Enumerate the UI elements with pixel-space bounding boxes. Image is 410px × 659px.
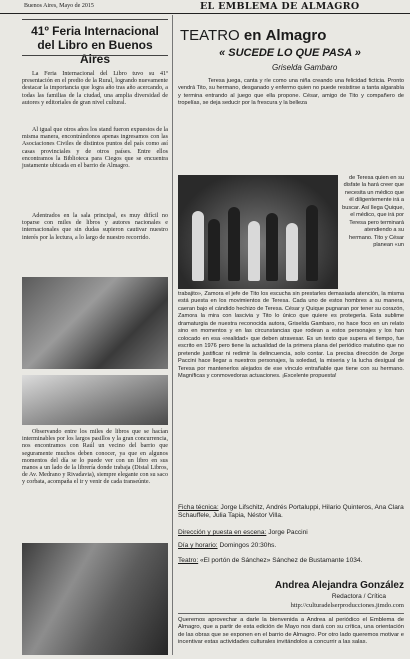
horario-label: Día y horario: — [178, 542, 218, 549]
cast-member — [192, 211, 204, 281]
bookshelf-photo — [22, 543, 168, 655]
title-rule-top — [22, 19, 168, 20]
cast-member — [266, 213, 278, 281]
ficha-text: Jorge Lifschitz, Andrés Portaluppi, Hilario Quinteros, Ana Clara Schauffele, Julia Tapia, Néstor Villa. — [178, 504, 404, 519]
author-signature: Andrea Alejandra González — [274, 580, 404, 591]
cast-member — [286, 223, 298, 281]
credits-direccion — [178, 529, 404, 537]
title-rule-bottom — [22, 55, 168, 56]
fair-hall-photo — [22, 277, 168, 369]
horario-text: Domingos 20:30hs. — [219, 542, 277, 549]
issue-date: Buenos Aires, Mayo de 2015 — [24, 3, 94, 9]
fair-crowd-photo — [22, 375, 168, 425]
direccion-text: Jorge Paccini — [268, 529, 308, 536]
cast-member — [248, 221, 260, 281]
book-fair-article — [22, 15, 168, 655]
credits-ficha — [178, 504, 404, 520]
article-paragraph: La Feria Internacional del Libro tuvo su 41º presentación en el predio de la Rural, logrando nuevamente destacar la importancia que logra año tras año acercando, a todas las familias de la ciudad, una amplia diversidad de autores y editoriales de gran nivel cultural. — [22, 71, 168, 106]
article-title: 41º Feria Internacional del Libro en Buenos Aires — [31, 24, 159, 66]
editor-note: Queremos aprovechar a darle la bienvenida a Andrea al periódico el Emblema de Almagro, que a partir de esta edición de Mayo nos dará con su crítica, una orientación de las obras que se exponen en el barrio de Almagro. Por otro lado queremos motivar e incentivar estas actividades culturales invitándolos a concurrir a las salas. — [178, 613, 404, 659]
review-intro: Teresa juega, canta y ríe como una niña creando una felicidad ficticia. Pronto vendrá Tito, su hermano, desganado y enfermo quien no puede resistirse a tanta algarabía y termina entrando al juego que ella propone. César, amigo de Tito y compañero de tropelías, se deja seducir por la frescura y la belleza — [178, 78, 404, 107]
credits-teatro — [178, 557, 404, 565]
cast-member — [208, 219, 220, 281]
play-title: « SUCEDE LO QUE PASA » — [219, 47, 361, 59]
column-divider — [172, 15, 173, 655]
cast-member — [228, 207, 240, 281]
photo-caption: Observando entre los miles de libros que se hacían interminables por los largos pasillos y la gran concurrencia, nos encontramos con Raúl un vecino del barrio que seguramente muchos deben conocer, ya que en algunos momentos del día se lo puede ver con un libro en sus manos a un lado de la librería donde trabaja (Distal Libros, de Av. Medrano y Rivadavia), siempre elegante con su saco y corbata, acompaña el ir y venir de cada transeúnte. — [22, 429, 168, 486]
ficha-label: Ficha técnica: — [178, 504, 219, 511]
newspaper-name: EL EMBLEMA DE ALMAGRO — [200, 1, 360, 12]
cast-member — [306, 205, 318, 281]
teatro-text: «El portón de Sánchez» Sánchez de Bustamante 1034. — [200, 557, 363, 564]
title-en: en — [243, 27, 262, 44]
page-header — [0, 0, 410, 14]
title-place: Almagro — [265, 27, 327, 44]
review-body: trabajito», Zamora el jefe de Tito los escucha sin prestarles demasiada atención, la misma está puesta en los movimientos de Teresa. Cada uno de estos hombres a su manera, caeran bajo el cándido hechizo de Teresa. César y Quique pugnaran por tener su corazón, Zamora la mira con lascivia y Tito lo único que quiere es protegerla. Esta sublime dramaturgia de nuestra reconocida autora, Griselda Gambaro, no hace foco en un relato sino en momentos y en las circunstancias que rodean a estos personajes y los han colocado en esa «realidad» que deben atravesar. Es un texto que supera el tiempo, fue escrito en 1976 pero tiene la actualidad de la primera plana del periódico matutino que no pretende justificar ni redimir la delincuencia, solo contar. La precisa dirección de Jorge Paccini hace llegar a nuestros personajes, la soledad, la miseria y la lucha desigual de Teresa por mantenerlos alejados de ese vínculo entrañable que tiene con su hermano. Magníficas y conmovedoras actuaciones. ¡Excelente propuesta! — [178, 291, 404, 379]
author-url: http://culturadelserproducciones.jimdo.com — [290, 602, 404, 609]
title-teatro: TEATRO — [180, 27, 240, 44]
author-role: Redactora / Crítica — [331, 593, 386, 600]
theatre-review — [176, 15, 406, 655]
teatro-label: Teatro: — [178, 557, 199, 564]
review-side-text: de Teresa quien en su disfate la hará creer que necesita un médico que él diligentemente irá a buscar. Así llega Quique, el médico, que irá por Teresa pero terminará atendiendo a su hermano. Tito y César planean «un — [342, 175, 404, 249]
article-paragraph: Adentrados en la sala principal, es muy difícil no toparse con miles de libros y autores nacionales e internacionales que sin dudas supieron cautivar nuestro interés por la lectura, a lo largo de nuestro recorrido. — [22, 213, 168, 241]
credits-horario — [178, 542, 404, 550]
cast-photo — [178, 175, 338, 289]
direccion-label: Dirección y puesta en escena: — [178, 529, 267, 536]
playwright-name: Griselda Gambaro — [272, 63, 338, 72]
section-title — [180, 27, 326, 44]
article-paragraph: Al igual que otros años los stand fueron expuestos de la misma manera, encontrándonos apenas ingresamos con las Asociaciones Civiles de distintos puntos del país como así casas provinciales y de otros países. Entre ellos encontramos la Biblioteca para Ciegos que se encuentra justamente ubicada en el barrio de Almagro. — [22, 127, 168, 170]
